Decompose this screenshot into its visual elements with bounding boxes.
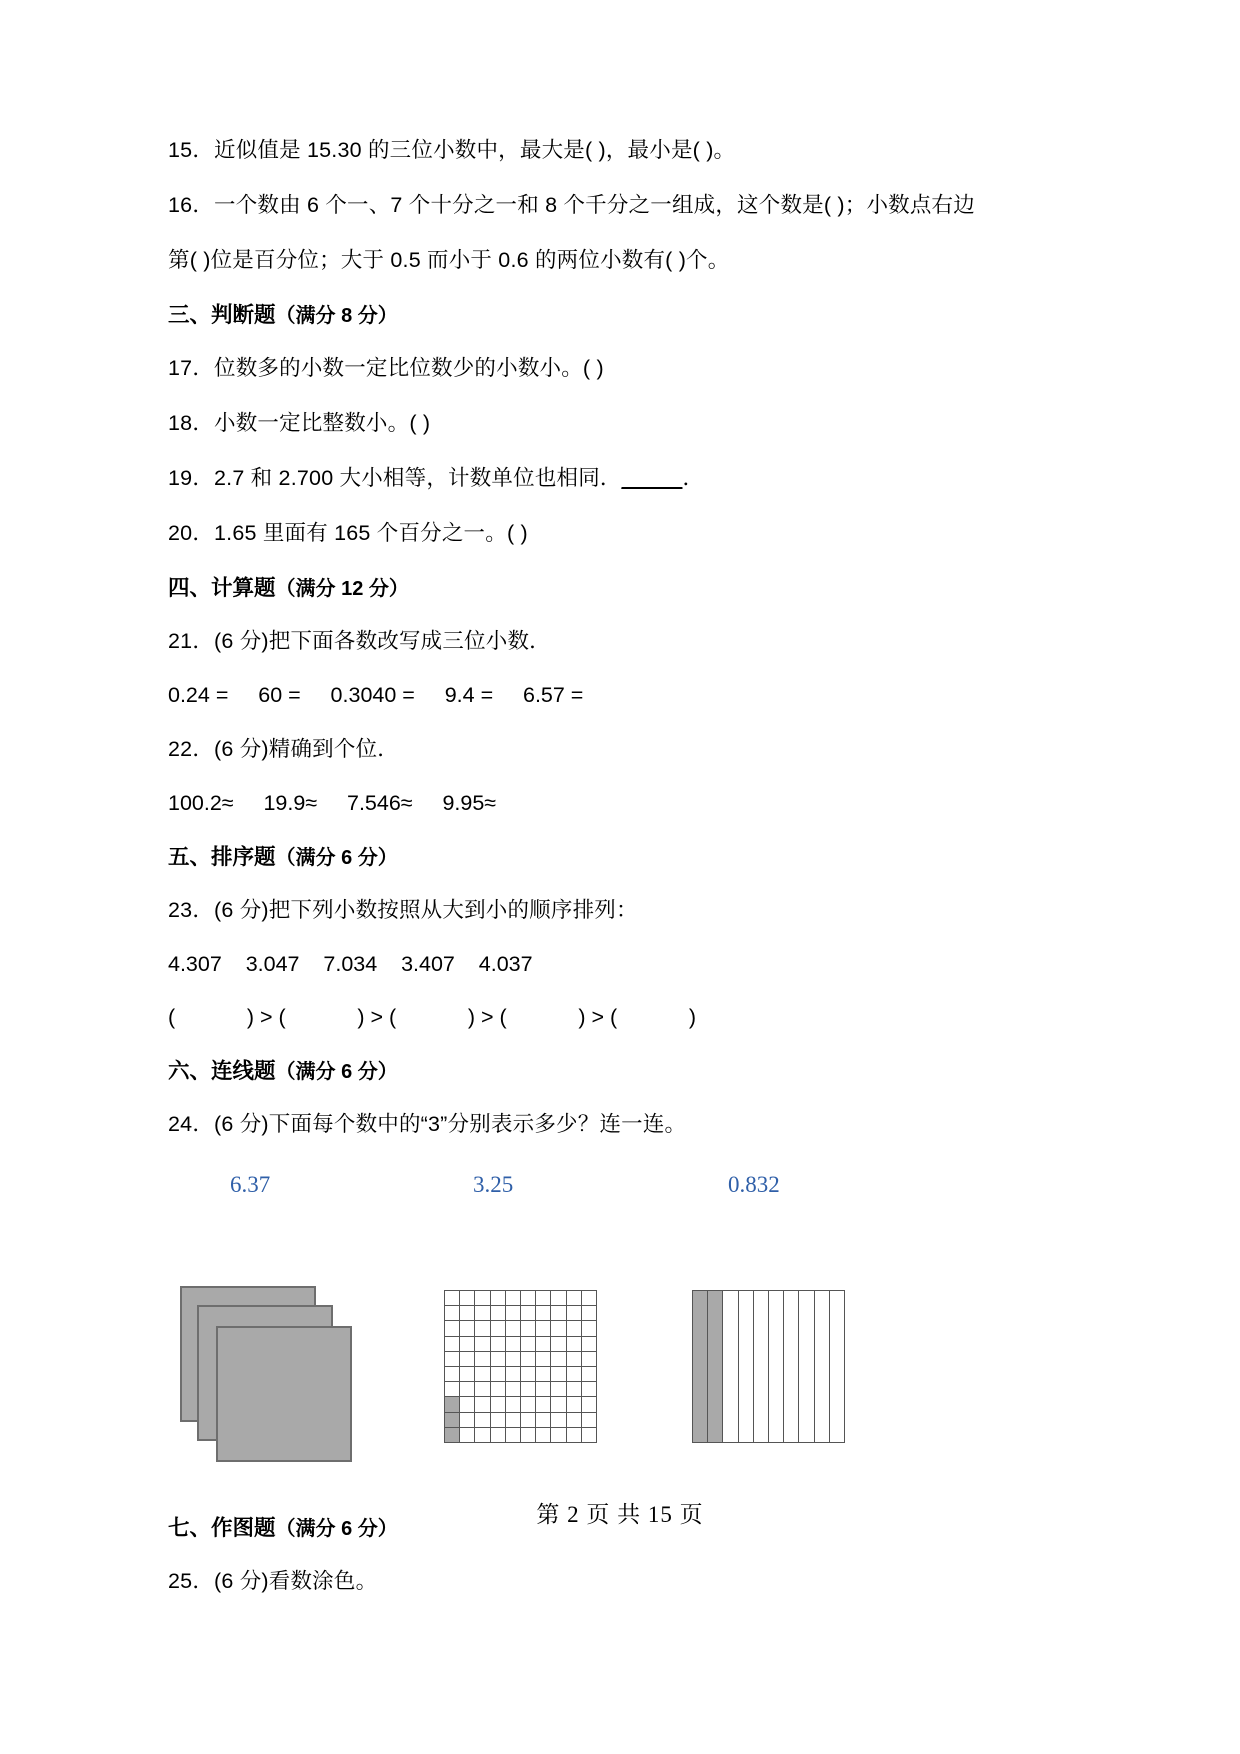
grid-cell: [567, 1337, 582, 1352]
grid-cell: [460, 1306, 475, 1321]
grid-cell: [460, 1382, 475, 1397]
ten-strips-figure: [692, 1290, 845, 1443]
grid-cell: [521, 1291, 536, 1306]
grid-cell: [536, 1397, 551, 1412]
grid-cell-shaded: [445, 1397, 460, 1412]
section-six-score: （满分 6 分）: [275, 1061, 398, 1083]
grid-cell: [506, 1352, 521, 1367]
grid-cell: [445, 1337, 460, 1352]
question-23: 23．(6 分)把下列小数按照从大到小的顺序排列：: [168, 898, 638, 922]
page-footer: 第 2 页 共 15 页: [536, 1502, 704, 1527]
grid-cell: [582, 1367, 597, 1382]
strip: [769, 1291, 784, 1443]
grid-cell: [567, 1428, 582, 1443]
link-numbers-row: [168, 1172, 1074, 1218]
grid-cell: [460, 1397, 475, 1412]
grid-cell: [506, 1367, 521, 1382]
section-six-title: 六、连线题: [168, 1059, 276, 1083]
section-three-title: 三、判断题: [168, 303, 276, 327]
section-five-score: （满分 6 分）: [275, 847, 398, 869]
grid-cell: [475, 1382, 490, 1397]
grid-cell: [460, 1337, 475, 1352]
grid-cell: [475, 1337, 490, 1352]
grid-cell: [551, 1428, 566, 1443]
grid-cell: [521, 1337, 536, 1352]
question-16-line-1: 16．一个数由 6 个一、7 个十分之一和 8 个千分之一组成，这个数是( )；小数点右边: [168, 193, 975, 217]
question-22-values: 100.2≈ 19.9≈ 7.546≈ 9.95≈: [168, 791, 497, 815]
grid-cell: [582, 1413, 597, 1428]
grid-cell: [521, 1306, 536, 1321]
grid-cell: [567, 1306, 582, 1321]
grid-cell: [506, 1337, 521, 1352]
link-number-1: 6.37: [230, 1172, 271, 1197]
strip: [784, 1291, 799, 1443]
grid-cell: [567, 1321, 582, 1336]
strip: [830, 1291, 845, 1443]
grid-cell: [536, 1428, 551, 1443]
grid-cell: [460, 1428, 475, 1443]
grid-cell: [491, 1321, 506, 1336]
section-seven-title: 七、作图题: [168, 1516, 276, 1540]
section-heading-six: [168, 1049, 1074, 1094]
grid-cell: [491, 1367, 506, 1382]
grid-cell: [536, 1367, 551, 1382]
link-number-2: 3.25: [473, 1172, 514, 1197]
question-25: 25．(6 分)看数涂色。: [168, 1569, 378, 1593]
grid-cell: [506, 1413, 521, 1428]
grid-cell: [536, 1352, 551, 1367]
grid-cell: [460, 1352, 475, 1367]
question-18: 18．小数一定比整数小。( ): [168, 411, 431, 435]
grid-cell: [475, 1306, 490, 1321]
strip-shaded: [708, 1291, 723, 1443]
grid-cell: [521, 1397, 536, 1412]
section-heading-three: [168, 293, 1074, 338]
question-17: 17．位数多的小数一定比位数少的小数小。( ): [168, 356, 604, 380]
question-23-blanks: ( ) > ( ) > ( ) > ( ) > ( ): [168, 1005, 697, 1029]
grid-cell: [506, 1291, 521, 1306]
grid-cell: [521, 1367, 536, 1382]
grid-cell: [582, 1337, 597, 1352]
grid-cell: [475, 1352, 490, 1367]
figures-row: [168, 1286, 1074, 1496]
grid-cell: [491, 1413, 506, 1428]
question-21: 21．(6 分)把下面各数改写成三位小数．: [168, 629, 551, 653]
grid-cell: [582, 1382, 597, 1397]
grid-cell: [521, 1382, 536, 1397]
grid-cell: [521, 1321, 536, 1336]
grid-cell: [536, 1337, 551, 1352]
grid-cell: [582, 1306, 597, 1321]
grid-cell: [506, 1306, 521, 1321]
link-number-3: 0.832: [728, 1172, 780, 1197]
grid-cell: [551, 1306, 566, 1321]
question-15: 15．近似值是 15.30 的三位小数中，最大是( )，最小是( )。: [168, 138, 736, 162]
grid-cell: [536, 1382, 551, 1397]
section-three-score: （满分 8 分）: [275, 305, 398, 327]
grid-cell-shaded: [445, 1413, 460, 1428]
question-20: 20．1.65 里面有 165 个百分之一。( ): [168, 521, 528, 545]
grid-cell: [536, 1306, 551, 1321]
grid-cell: [475, 1413, 490, 1428]
grid-cell: [521, 1428, 536, 1443]
grid-cell-shaded: [445, 1428, 460, 1443]
grid-cell: [567, 1382, 582, 1397]
stacked-squares-figure: [180, 1286, 360, 1472]
grid-cell: [567, 1291, 582, 1306]
grid-cell: [506, 1397, 521, 1412]
grid-cell: [475, 1291, 490, 1306]
grid-cell: [551, 1382, 566, 1397]
hundred-grid-figure: [444, 1290, 597, 1443]
grid-cell: [460, 1413, 475, 1428]
page-content: [168, 128, 1074, 1614]
grid-cell: [491, 1337, 506, 1352]
grid-cell: [491, 1382, 506, 1397]
strip: [723, 1291, 738, 1443]
grid-cell: [536, 1321, 551, 1336]
question-21-values: 0.24 = 60 = 0.3040 = 9.4 = 6.57 =: [168, 683, 584, 707]
grid-cell: [567, 1367, 582, 1382]
grid-cell: [551, 1367, 566, 1382]
grid-cell: [551, 1413, 566, 1428]
grid-cell: [551, 1291, 566, 1306]
grid-cell: [536, 1291, 551, 1306]
grid-cell: [445, 1291, 460, 1306]
grid-cell: [475, 1367, 490, 1382]
grid-cell: [445, 1321, 460, 1336]
grid-cell: [491, 1306, 506, 1321]
question-22: 22．(6 分)精确到个位．: [168, 737, 399, 761]
grid-cell: [506, 1321, 521, 1336]
strip: [754, 1291, 769, 1443]
grid-cell: [506, 1428, 521, 1443]
grid-cell: [445, 1382, 460, 1397]
grid-cell: [582, 1397, 597, 1412]
grid-cell: [582, 1428, 597, 1443]
section-heading-four: [168, 566, 1074, 611]
grid-cell: [521, 1413, 536, 1428]
strip: [739, 1291, 754, 1443]
section-four-title: 四、计算题: [168, 576, 276, 600]
grid-cell: [567, 1397, 582, 1412]
grid-cell: [536, 1413, 551, 1428]
grid-cell: [567, 1352, 582, 1367]
grid-cell: [582, 1321, 597, 1336]
grid-cell: [551, 1397, 566, 1412]
grid-cell: [475, 1321, 490, 1336]
grid-cell: [551, 1321, 566, 1336]
grid-cell: [582, 1352, 597, 1367]
grid-cell: [551, 1352, 566, 1367]
grid-cell: [460, 1291, 475, 1306]
grid-cell: [551, 1337, 566, 1352]
grid-cell: [582, 1291, 597, 1306]
question-23-values: 4.307 3.047 7.034 3.407 4.037: [168, 952, 533, 976]
grid-cell: [445, 1306, 460, 1321]
strip: [799, 1291, 814, 1443]
grid-cell: [475, 1397, 490, 1412]
grid-cell: [506, 1382, 521, 1397]
grid-cell: [460, 1367, 475, 1382]
stacked-square: [216, 1326, 352, 1462]
strip-shaded: [693, 1291, 708, 1443]
grid-cell: [491, 1352, 506, 1367]
section-five-title: 五、排序题: [168, 845, 276, 869]
grid-cell: [445, 1367, 460, 1382]
grid-cell: [567, 1413, 582, 1428]
grid-cell: [445, 1352, 460, 1367]
grid-cell: [491, 1291, 506, 1306]
section-four-score: （满分 12 分）: [275, 578, 409, 600]
strip: [815, 1291, 830, 1443]
question-19-tail: ．: [682, 466, 705, 490]
question-24: 24．(6 分)下面每个数中的“3”分别表示多少？连一连。: [168, 1112, 687, 1136]
question-19-text: 19．2.7 和 2.700 大小相等，计数单位也相同．: [168, 466, 622, 490]
grid-cell: [491, 1397, 506, 1412]
grid-cell: [491, 1428, 506, 1443]
question-19-blank: _____: [621, 466, 683, 490]
grid-cell: [521, 1352, 536, 1367]
grid-cell: [475, 1428, 490, 1443]
grid-cell: [460, 1321, 475, 1336]
question-16-line-2: 第( )位是百分位；大于 0.5 而小于 0.6 的两位小数有( )个。: [168, 248, 730, 272]
section-seven-score: （满分 6 分）: [275, 1518, 398, 1540]
question-19: [168, 456, 1074, 500]
section-heading-five: [168, 835, 1074, 880]
